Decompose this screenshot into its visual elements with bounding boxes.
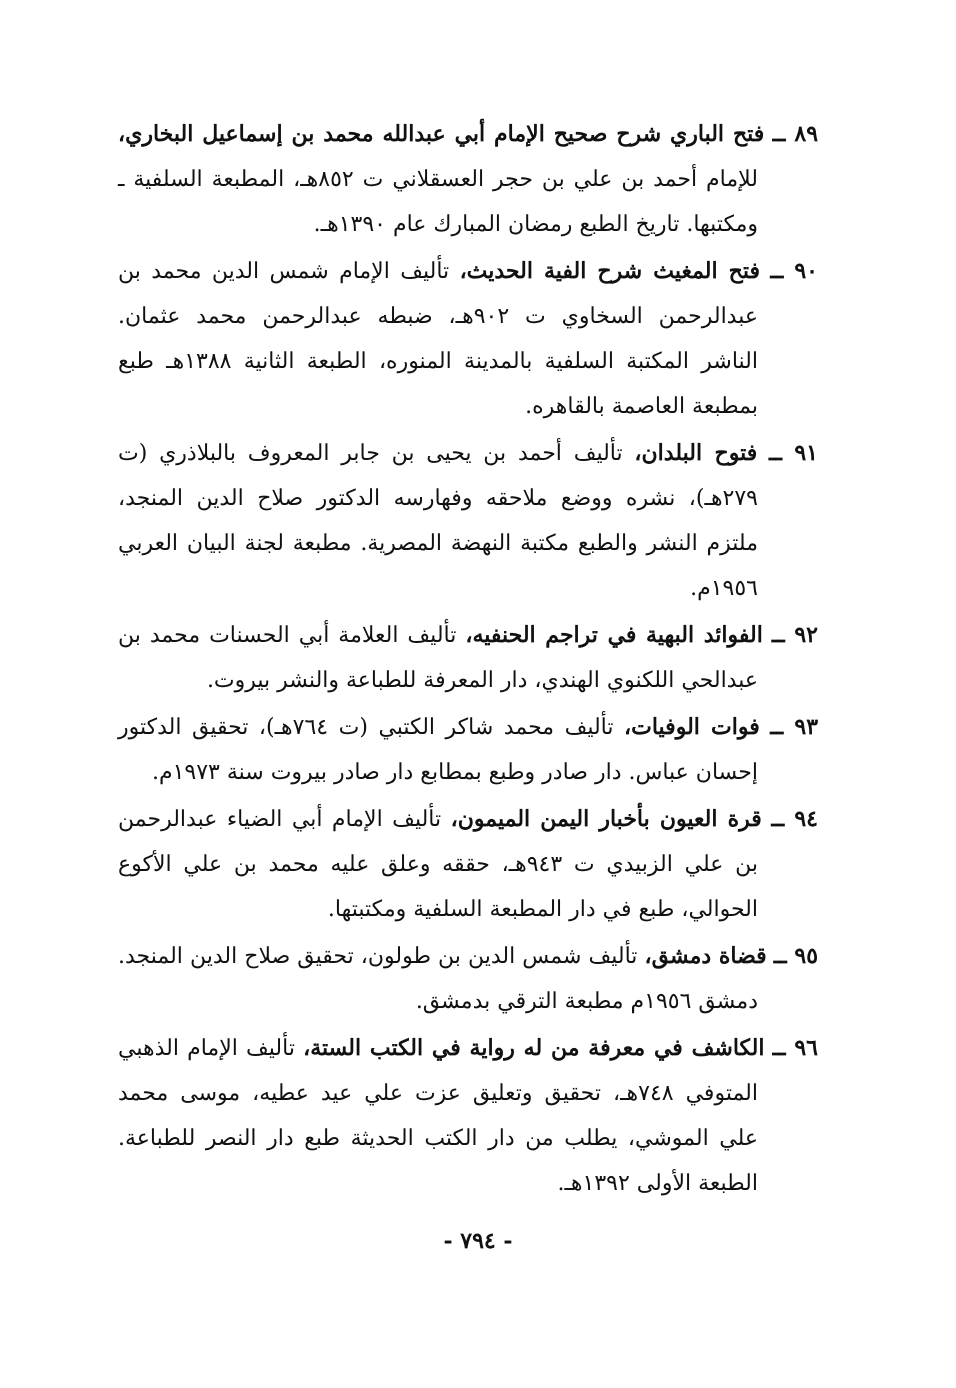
entry-title: فتوح البلدان، — [634, 440, 758, 466]
entry-body: تأليف الإمام شمس الدين محمد بن عبدالرحمن السخاوي ت ٩٠٢هـ، ضبطه عبدالرحمن محمد عثمان. الناشر المكتبة السلفية بالمدينة المنوره، الطبعة الثانية ١٣٨٨هـ طبع بمطبعة العاصمة بالقاهره. — [118, 259, 758, 419]
entry-body: تأليف الإمام أبي الضياء عبدالرحمن بن علي الزبيدي ت ٩٤٣هـ، حققه وعلق عليه محمد بن علي الأكوع الحوالي، طبع في دار المطبعة السلفية ومكتبتها. — [118, 807, 758, 922]
bibliography-entry-92 — [118, 613, 818, 703]
entry-body: تأليف الإمام الذهبي المتوفي ٧٤٨هـ، تحقيق وتعليق عزت علي عيد عطيه، موسى محمد علي الموشي، يطلب من دار الكتب الحديثة طبع دار النصر للطباعة. الطبعة الأولى ١٣٩٢هـ. — [118, 1036, 758, 1196]
entry-number: ٩٠ ــ — [770, 258, 818, 284]
entry-number: ٩٤ ــ — [771, 806, 818, 832]
entry-title: فتح الباري شرح صحيح الإمام أبي عبدالله محمد بن إسماعيل البخاري، — [118, 121, 765, 147]
bibliography-entry-93 — [118, 705, 818, 795]
entry-number: ٨٩ ــ — [772, 121, 819, 147]
entry-number: ٩٢ ــ — [771, 622, 818, 648]
entry-number: ٩٦ ــ — [772, 1035, 818, 1061]
entry-body: تأليف شمس الدين بن طولون، تحقيق صلاح الدين المنجد. دمشق ١٩٥٦م مطبعة الترقي بدمشق. — [118, 944, 758, 1014]
bibliography-entry-95 — [118, 934, 818, 1024]
bibliography-entry-94 — [118, 797, 818, 932]
entry-body: للإمام أحمد بن علي بن حجر العسقلاني ت ٨٥٢هـ، المطبعة السلفية ـ ومكتبها. تاريخ الطبع رمضان المبارك عام ١٣٩٠هـ. — [118, 167, 758, 237]
bibliography-entry-90 — [118, 249, 818, 429]
entry-number: ٩٥ ــ — [773, 943, 819, 969]
bibliography-entry-89 — [118, 112, 818, 247]
bibliography-entry-96 — [118, 1026, 818, 1206]
entry-title: الكاشف في معرفة من له رواية في الكتب الستة، — [303, 1035, 765, 1061]
entry-number: ٩٣ ــ — [770, 714, 819, 740]
entry-body: تأليف أحمد بن يحيى بن جابر المعروف بالبلاذري (ت ٢٧٩هـ)، نشره ووضع ملاحقه وفهارسه الدكتور صلاح الدين المنجد، ملتزم النشر والطبع مكتبة النهضة المصرية. مطبعة لجنة البيان العربي ١٩٥٦م. — [118, 441, 758, 601]
bibliography-list — [118, 112, 818, 1208]
entry-title: فتح المغيث شرح الفية الحديث، — [459, 258, 761, 284]
bibliography-entry-91 — [118, 431, 818, 611]
entry-title: الفوائد البهية في تراجم الحنفيه، — [465, 622, 763, 648]
entry-body: تأليف محمد شاكر الكتبي (ت ٧٦٤هـ)، تحقيق الدكتور إحسان عباس. دار صادر وطبع بمطابع دار صادر بيروت سنة ١٩٧٣م. — [118, 715, 758, 785]
page-number: - ٧٩٤ - — [443, 1228, 513, 1254]
entry-number: ٩١ ــ — [769, 440, 818, 466]
entry-title: قضاة دمشق، — [644, 943, 767, 969]
entry-title: فوات الوفيات، — [624, 714, 760, 740]
entry-body: تأليف العلامة أبي الحسنات محمد بن عبدالحي اللكنوي الهندي، دار المعرفة للطباعة والنشر بيروت. — [118, 623, 758, 693]
entry-title: قرة العيون بأخبار اليمن الميمون، — [450, 806, 762, 832]
